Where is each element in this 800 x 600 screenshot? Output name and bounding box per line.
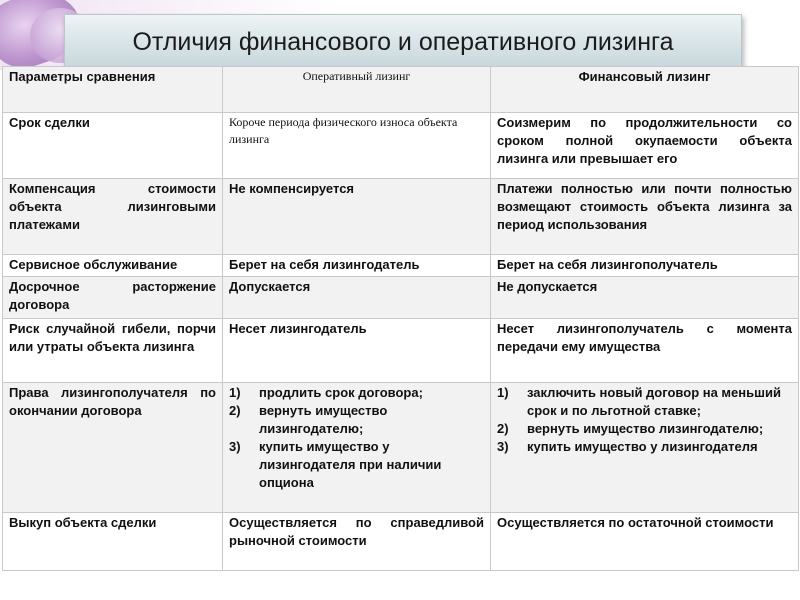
row-param: Срок сделки	[3, 113, 223, 179]
list-item	[229, 384, 484, 402]
list-number: 2)	[497, 421, 509, 436]
row-param: Права лизингополучателя по окончании договора	[3, 383, 223, 513]
row-financial: Не допускается	[491, 277, 799, 319]
row-financial: Берет на себя лизингополучатель	[491, 255, 799, 277]
row-operative: Допускается	[223, 277, 491, 319]
header-params: Параметры сравнения	[3, 67, 223, 113]
list-number: 3)	[229, 439, 241, 454]
list-item-text: купить имущество у лизингодателя при наличии опциона	[259, 439, 442, 490]
list-item-text: купить имущество у лизингодателя	[527, 439, 758, 454]
header-operative-leasing: Оперативный лизинг	[223, 67, 491, 113]
list-number: 1)	[229, 385, 241, 400]
row-param: Компенсация стоимости объекта лизинговыми платежами	[3, 179, 223, 255]
row-operative	[223, 383, 491, 513]
table-row	[3, 113, 799, 179]
row-operative: Осуществляется по справедливой рыночной стоимости	[223, 513, 491, 571]
operative-rights-list	[229, 384, 484, 492]
list-item-text: заключить новый договор на меньший срок и по льготной ставке;	[527, 385, 781, 418]
table-row	[3, 255, 799, 277]
list-item	[497, 438, 792, 456]
row-financial: Платежи полностью или почти полностью возмещают стоимость объекта лизинга за период использования	[491, 179, 799, 255]
comparison-table	[2, 66, 799, 571]
list-item	[497, 420, 792, 438]
table-row	[3, 383, 799, 513]
row-financial: Осуществляется по остаточной стоимости	[491, 513, 799, 571]
table-header-row	[3, 67, 799, 113]
table-row	[3, 277, 799, 319]
row-param: Выкуп объекта сделки	[3, 513, 223, 571]
row-operative: Не компенсируется	[223, 179, 491, 255]
row-param: Досрочное расторжение договора	[3, 277, 223, 319]
list-number: 1)	[497, 385, 509, 400]
row-financial: Соизмерим по продолжительности со сроком полной окупаемости объекта лизинга или превышает его	[491, 113, 799, 179]
row-param: Сервисное обслуживание	[3, 255, 223, 277]
row-financial	[491, 383, 799, 513]
list-item	[229, 402, 484, 438]
row-param: Риск случайной гибели, порчи или утраты объекта лизинга	[3, 319, 223, 383]
header-financial-leasing: Финансовый лизинг	[491, 67, 799, 113]
row-operative: Короче периода физического износа объекта лизинга	[223, 113, 491, 179]
row-operative: Несет лизингодатель	[223, 319, 491, 383]
table-row	[3, 179, 799, 255]
row-financial: Несет лизингополучатель с момента передачи ему имущества	[491, 319, 799, 383]
list-number: 2)	[229, 403, 241, 418]
slide-title: Отличия финансового и оперативного лизинга	[132, 27, 674, 56]
slide-title-bar	[64, 14, 742, 70]
list-item-text: вернуть имущество лизингодателю;	[527, 421, 764, 436]
list-item	[229, 438, 484, 492]
list-number: 3)	[497, 439, 509, 454]
financial-rights-list	[497, 384, 792, 456]
table-row	[3, 513, 799, 571]
row-operative: Берет на себя лизингодатель	[223, 255, 491, 277]
list-item	[497, 384, 792, 420]
list-item-text: продлить срок договора;	[259, 385, 423, 400]
table-row	[3, 319, 799, 383]
list-item-text: вернуть имущество лизингодателю;	[259, 403, 388, 436]
